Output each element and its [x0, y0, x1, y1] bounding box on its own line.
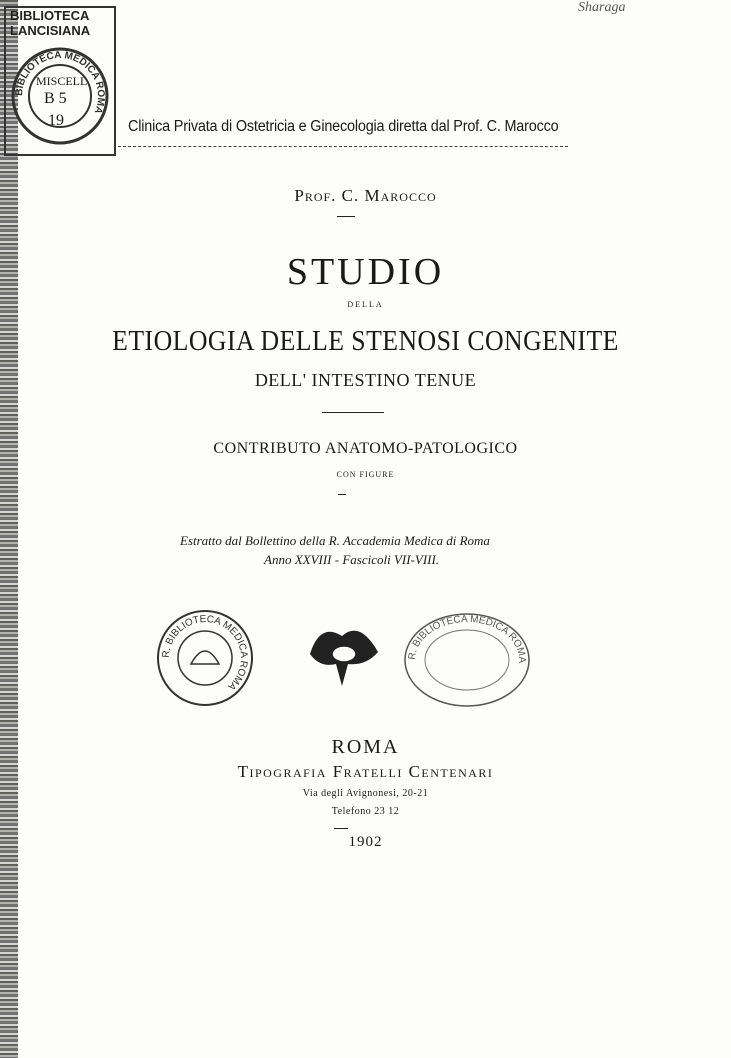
shelf-mark-3: 19	[48, 112, 64, 129]
right-seal-ring-text: R. BIBLIOTECA MEDICA ROMA	[406, 613, 528, 664]
title-main: STUDIO	[286, 251, 445, 293]
handwritten-note: Sharaga	[578, 0, 626, 15]
scan-edge	[0, 0, 18, 1058]
imprint-phone: Telefono 23 12	[331, 806, 400, 817]
library-seal-right	[402, 610, 532, 710]
shelf-mark-2: B 5	[44, 90, 67, 107]
imprint-address: Via degli Avignonesi, 20-21	[302, 788, 429, 799]
header-rule	[118, 146, 568, 147]
author-rule	[337, 216, 355, 217]
svg-text:R. BIBLIOTECA MEDICA ROMA	[161, 614, 249, 692]
library-stamp-bottom-label: LANCISIANA	[10, 23, 91, 38]
figures-rule	[338, 494, 346, 495]
printer-device-ornament	[302, 614, 386, 694]
extract-line-1: Estratto dal Bollettino della R. Accademia Medica di Roma	[180, 533, 490, 548]
left-seal-ring-text: R. BIBLIOTECA MEDICA ROMA	[160, 613, 250, 693]
imprint-city: ROMA	[331, 736, 400, 758]
author: Prof. C. Marocco	[294, 186, 437, 205]
contribution: CONTRIBUTO ANATOMO-PATOLOGICO	[213, 440, 518, 457]
with-figures: CON FIGURE	[336, 470, 395, 479]
library-stamp-ring-text: BIBLIOTECA MEDICA ROMA	[13, 49, 107, 116]
clinic-header: Clinica Privata di Ostetricia e Ginecologia diretta dal Prof. C. Marocco	[128, 118, 559, 135]
imprint-year: 1902	[348, 834, 383, 850]
shelf-mark-1: MISCELL	[36, 74, 88, 88]
imprint-rule	[334, 828, 348, 829]
title-subtitle2: DELL' INTESTINO TENUE	[254, 370, 477, 390]
title-subtitle: ETIOLOGIA DELLE STENOSI CONGENITE	[112, 326, 619, 357]
library-seal-left	[155, 608, 255, 708]
imprint-printer: Tipografia Fratelli Centenari	[237, 762, 494, 781]
title-connector: DELLA	[347, 300, 384, 309]
library-stamp-top-label: BIBLIOTECA	[10, 8, 90, 23]
title-rule	[322, 412, 384, 413]
library-stamp	[4, 6, 116, 156]
extract-line-2: Anno XXVIII - Fascicoli VII-VIII.	[264, 552, 440, 567]
